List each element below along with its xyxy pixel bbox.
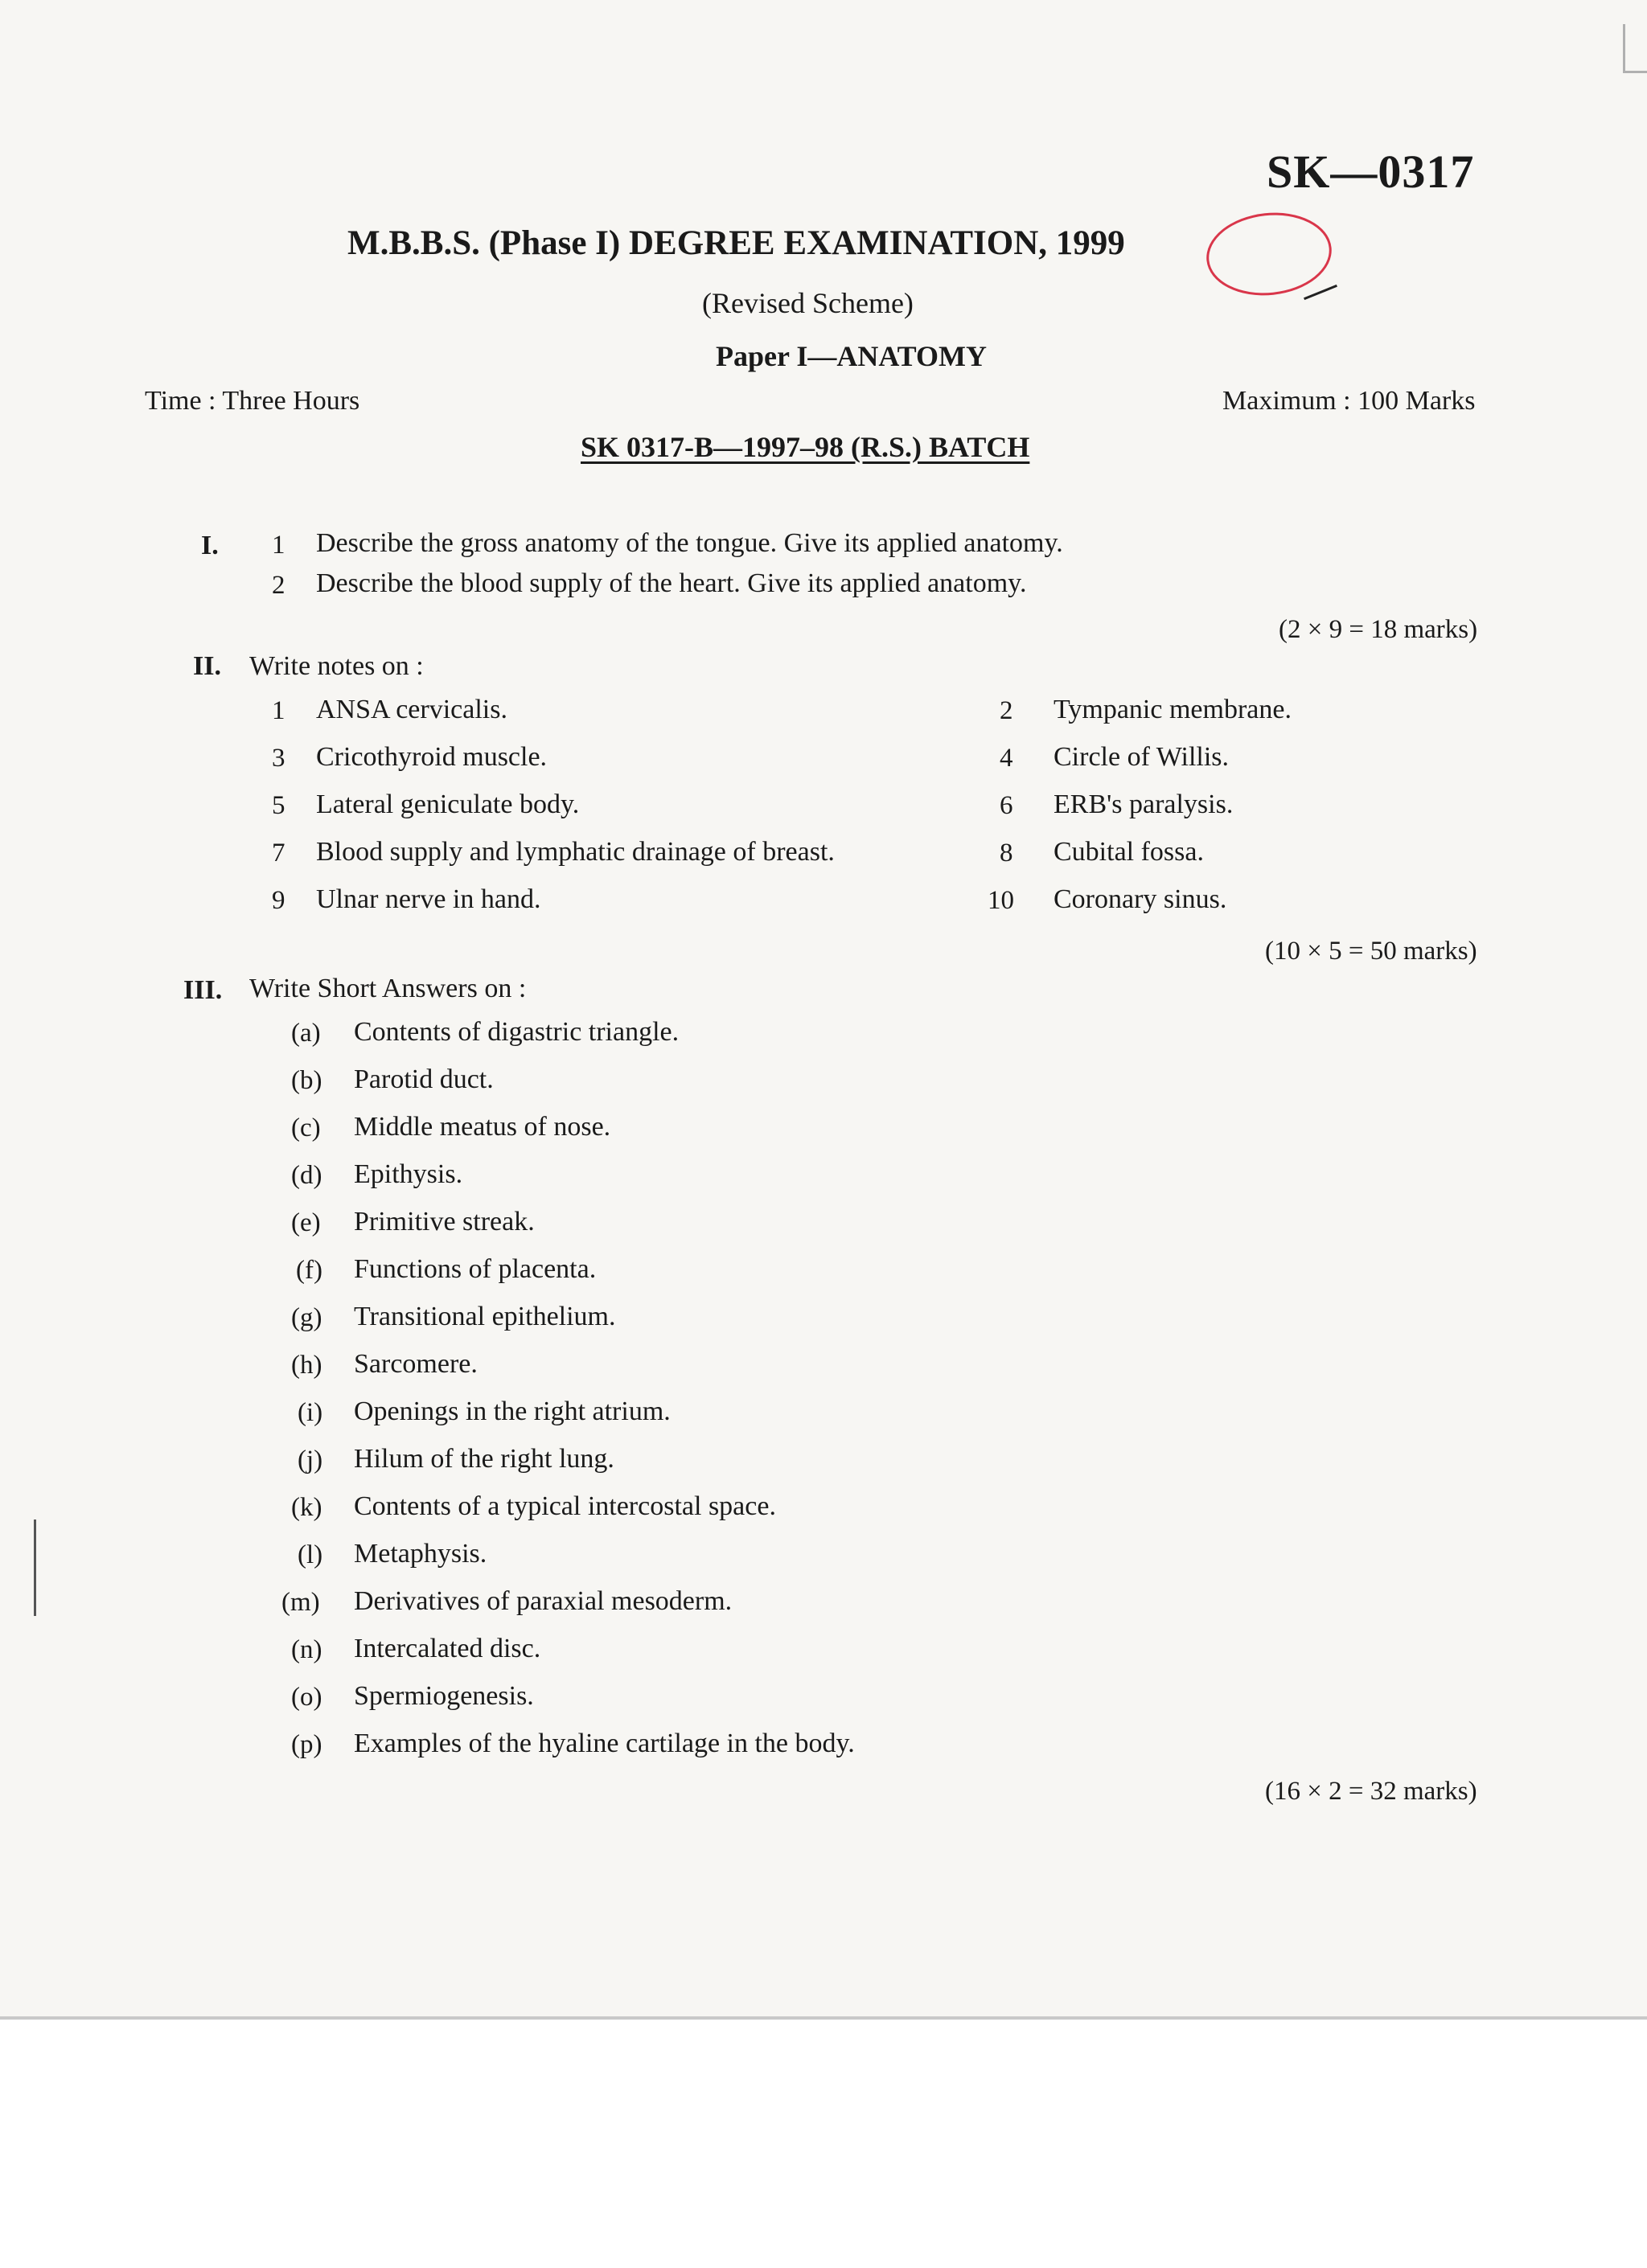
note-number: 3 — [272, 744, 285, 773]
answer-letter: (h) — [291, 1351, 322, 1380]
exam-title: M.B.B.S. (Phase I) DEGREE EXAMINATION, 1999 — [347, 224, 1125, 262]
answer-letter: (a) — [291, 1019, 321, 1048]
answer-letter: (p) — [291, 1730, 322, 1759]
answer-item: Openings in the right atrium. — [354, 1396, 671, 1426]
note-item: ERB's paralysis. — [1054, 789, 1234, 819]
answer-letter: (n) — [291, 1635, 322, 1664]
pen-stroke — [1304, 285, 1337, 300]
section-marks: (16 × 2 = 32 marks) — [1265, 1777, 1477, 1806]
note-number: 9 — [272, 886, 285, 915]
paper-edge-mark — [1623, 71, 1647, 73]
note-item: Blood supply and lymphatic drainage of breast. — [316, 837, 835, 867]
answer-item: Sarcomere. — [354, 1349, 478, 1379]
question-text: Describe the blood supply of the heart. Give its applied anatomy. — [316, 568, 1027, 598]
answer-item: Middle meatus of nose. — [354, 1112, 611, 1142]
answer-item: Intercalated disc. — [354, 1634, 541, 1663]
year-circle-annotation — [1202, 207, 1336, 301]
note-item: Cricothyroid muscle. — [316, 742, 548, 772]
answer-item: Transitional epithelium. — [354, 1302, 616, 1331]
answer-letter: (f) — [296, 1256, 322, 1285]
answer-letter: (m) — [281, 1588, 320, 1617]
note-number: 8 — [1000, 839, 1013, 867]
note-item: ANSA cervicalis. — [316, 695, 507, 724]
answer-letter: (l) — [298, 1540, 323, 1569]
question-number: 2 — [272, 571, 285, 600]
note-item: Ulnar nerve in hand. — [316, 884, 541, 914]
note-number: 4 — [1000, 744, 1013, 773]
answer-letter: (i) — [298, 1398, 323, 1427]
note-item: Coronary sinus. — [1054, 884, 1227, 914]
answer-item: Hilum of the right lung. — [354, 1444, 614, 1474]
note-number: 2 — [1000, 696, 1013, 725]
answer-item: Epithysis. — [354, 1159, 463, 1189]
answer-item: Contents of digastric triangle. — [354, 1017, 680, 1047]
answer-item: Functions of placenta. — [354, 1254, 597, 1284]
note-item: Lateral geniculate body. — [316, 789, 580, 819]
note-item: Circle of Willis. — [1054, 742, 1230, 772]
answer-letter: (k) — [291, 1493, 322, 1522]
paper-code: SK—0317 — [1267, 146, 1475, 198]
section-label: I. — [201, 531, 219, 560]
section-label: II. — [193, 651, 221, 681]
answer-letter: (o) — [291, 1683, 322, 1712]
batch-line: SK 0317-B—1997–98 (R.S.) BATCH — [581, 431, 1030, 463]
answer-item: Derivatives of paraxial mesoderm. — [354, 1586, 733, 1616]
answer-item: Examples of the hyaline cartilage in the body. — [354, 1729, 855, 1758]
note-item: Cubital fossa. — [1054, 837, 1204, 867]
paper-edge-mark — [1623, 24, 1625, 72]
section-heading: Write notes on : — [249, 651, 424, 681]
note-number: 5 — [272, 791, 285, 820]
page-edge — [0, 2016, 1647, 2020]
answer-letter: (c) — [291, 1113, 321, 1142]
question-number: 1 — [272, 531, 285, 560]
question-text: Describe the gross anatomy of the tongue. Give its applied anatomy. — [316, 528, 1063, 558]
answer-item: Spermiogenesis. — [354, 1681, 534, 1711]
answer-letter: (j) — [298, 1446, 323, 1474]
answer-letter: (d) — [291, 1161, 322, 1190]
answer-item: Contents of a typical intercostal space. — [354, 1491, 776, 1521]
exam-duration: Time : Three Hours — [145, 386, 360, 416]
note-number: 1 — [272, 696, 285, 725]
section-marks: (10 × 5 = 50 marks) — [1265, 937, 1477, 966]
note-number: 6 — [1000, 791, 1013, 820]
note-item: Tympanic membrane. — [1054, 695, 1292, 724]
answer-item: Parotid duct. — [354, 1064, 494, 1094]
section-label: III. — [183, 975, 223, 1005]
answer-item: Primitive streak. — [354, 1207, 535, 1237]
answer-letter: (e) — [291, 1208, 321, 1237]
section-heading: Write Short Answers on : — [249, 974, 527, 1003]
answer-letter: (g) — [291, 1303, 322, 1332]
margin-mark — [34, 1520, 36, 1616]
answer-item: Metaphysis. — [354, 1539, 487, 1569]
answer-letter: (b) — [291, 1066, 322, 1095]
note-number: 10 — [988, 886, 1014, 915]
note-number: 7 — [272, 839, 285, 867]
paper-name: Paper I—ANATOMY — [716, 340, 987, 372]
maximum-marks: Maximum : 100 Marks — [1222, 386, 1476, 416]
section-marks: (2 × 9 = 18 marks) — [1279, 615, 1478, 644]
exam-subtitle: (Revised Scheme) — [702, 287, 914, 319]
